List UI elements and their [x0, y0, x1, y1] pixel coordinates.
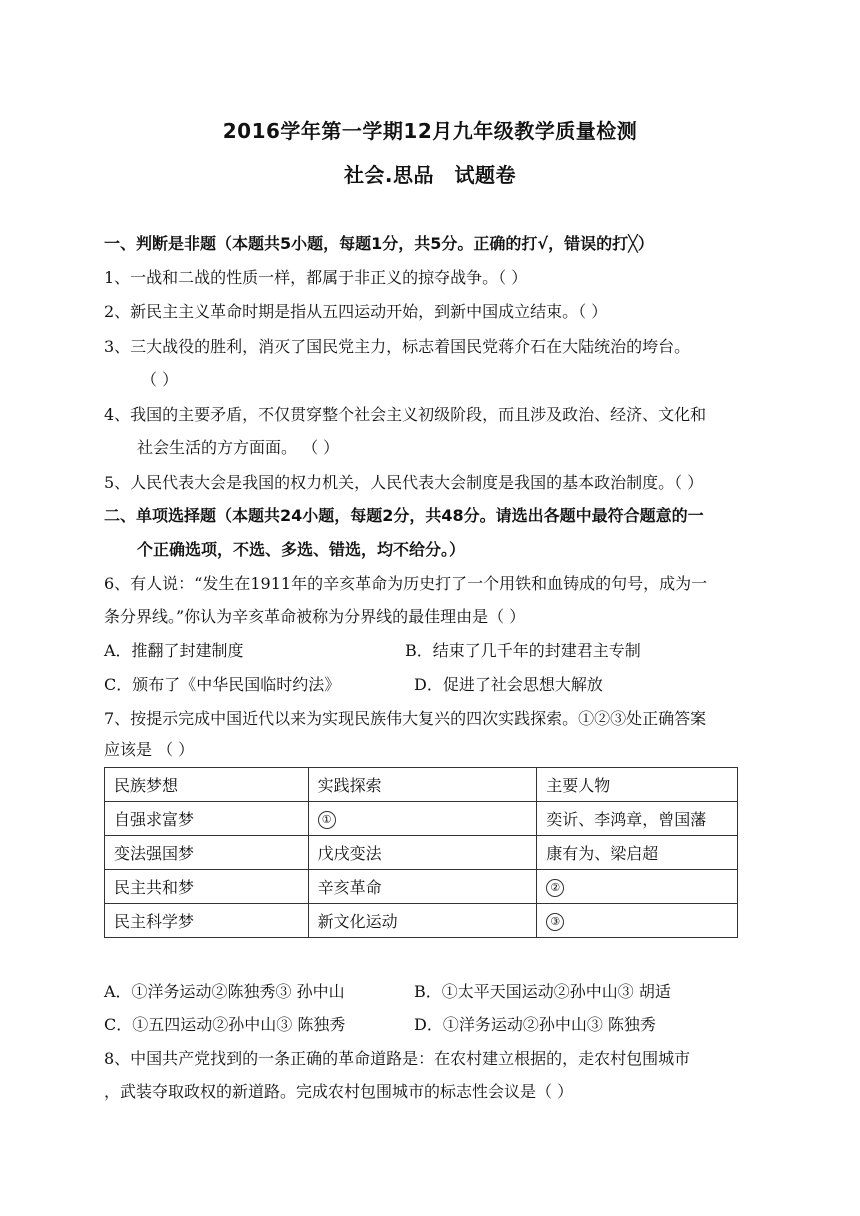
section2-heading-line1: 二、单项选择题（本题共24小题，每题2分，共48分。请选出各题中最符合题意的一: [104, 506, 704, 525]
question-4-line1: 4、我国的主要矛盾，不仅贯穿整个社会主义初级阶段，而且涉及政治、经济、文化和: [104, 405, 707, 424]
question-6-option-c: C．颁布了《中华民国临时约法》: [104, 675, 341, 694]
table-cell: [308, 802, 537, 836]
section2-heading-line2: 个正确选项，不选、多选、错选，均不给分。）: [137, 540, 466, 559]
table-header-cell: 实践探索: [308, 768, 537, 802]
question-7-option-a: A．①洋务运动②陈独秀③ 孙中山: [104, 982, 345, 1001]
blank-marker-3: ③: [546, 913, 564, 931]
table-cell: 辛亥革命: [308, 870, 537, 904]
question-5: 5、人民代表大会是我国的权力机关，人民代表大会制度是我国的基本政治制度。（ ）: [104, 473, 704, 492]
question-3-line1: 3、三大战役的胜利，消灭了国民党主力，标志着国民党蒋介石在大陆统治的垮台。: [104, 337, 691, 356]
table-cell: 自强求富梦: [105, 802, 309, 836]
blank-marker-1: ①: [318, 811, 336, 829]
table-cell: 民主共和梦: [105, 870, 309, 904]
question-6-option-a: A．推翻了封建制度: [104, 641, 244, 660]
table-header-cell: 民族梦想: [105, 768, 309, 802]
table-cell: [537, 870, 738, 904]
table-header-cell: 主要人物: [537, 768, 738, 802]
question-8-line1: 8、中国共产党找到的一条正确的革命道路是：在农村建立根据的，走农村包围城市: [104, 1049, 691, 1068]
question-6-option-d: D．促进了社会思想大解放: [414, 675, 603, 694]
question-3-line2: （ ）: [141, 370, 179, 389]
table-cell: 奕䜣、李鸿章，曾国藩: [537, 802, 738, 836]
question-6-line1: 6、有人说：“发生在1911年的辛亥革命为历史打了一个用铁和血铸成的句号，成为一: [104, 574, 708, 593]
question-7-option-b: B．①太平天国运动②孙中山③ 胡适: [414, 982, 671, 1001]
question-4-line2: 社会生活的方方面面。 （ ）: [137, 438, 340, 457]
question-8-line2: ，武装夺取政权的新道路。完成农村包围城市的标志性会议是（ ）: [104, 1082, 574, 1101]
question-7-line1: 7、按提示完成中国近代以来为实现民族伟大复兴的四次实践探索。①②③处正确答案: [104, 709, 707, 728]
table-row: [105, 836, 738, 870]
question-7-option-d: D．①洋务运动②孙中山③ 陈独秀: [414, 1015, 656, 1034]
question-7-option-c: C．①五四运动②孙中山③ 陈独秀: [104, 1015, 346, 1034]
table-cell: [537, 904, 738, 938]
table-cell: 康有为、梁启超: [537, 836, 738, 870]
table-header-row: [105, 768, 738, 802]
question-6-line2: 条分界线。”你认为辛亥革命被称为分界线的最佳理由是（ ）: [104, 607, 526, 626]
page-subtitle: 社会.思品 试题卷: [343, 163, 517, 187]
table-cell: 民主科学梦: [105, 904, 309, 938]
blank-marker-2: ②: [546, 879, 564, 897]
question-7-table: [104, 767, 738, 938]
question-6-option-b: B．结束了几千年的封建君主专制: [405, 641, 641, 660]
question-7-line2: 应该是 （ ）: [104, 740, 195, 759]
page-title: 2016学年第一学期12月九年级教学质量检测: [222, 119, 638, 143]
question-1: 1、一战和二战的性质一样，都属于非正义的掠夺战争。（ ）: [104, 268, 528, 287]
table-row: [105, 802, 738, 836]
table-row: [105, 870, 738, 904]
table-cell: 戊戌变法: [308, 836, 537, 870]
question-2: 2、新民主主义革命时期是指从五四运动开始，到新中国成立结束。（ ）: [104, 302, 608, 321]
section1-heading: 一、判断是非题（本题共5小题，每题1分，共5分。正确的打√，错误的打╳）: [104, 234, 654, 253]
table-cell: 变法强国梦: [105, 836, 309, 870]
table-row: [105, 904, 738, 938]
table-cell: 新文化运动: [308, 904, 537, 938]
